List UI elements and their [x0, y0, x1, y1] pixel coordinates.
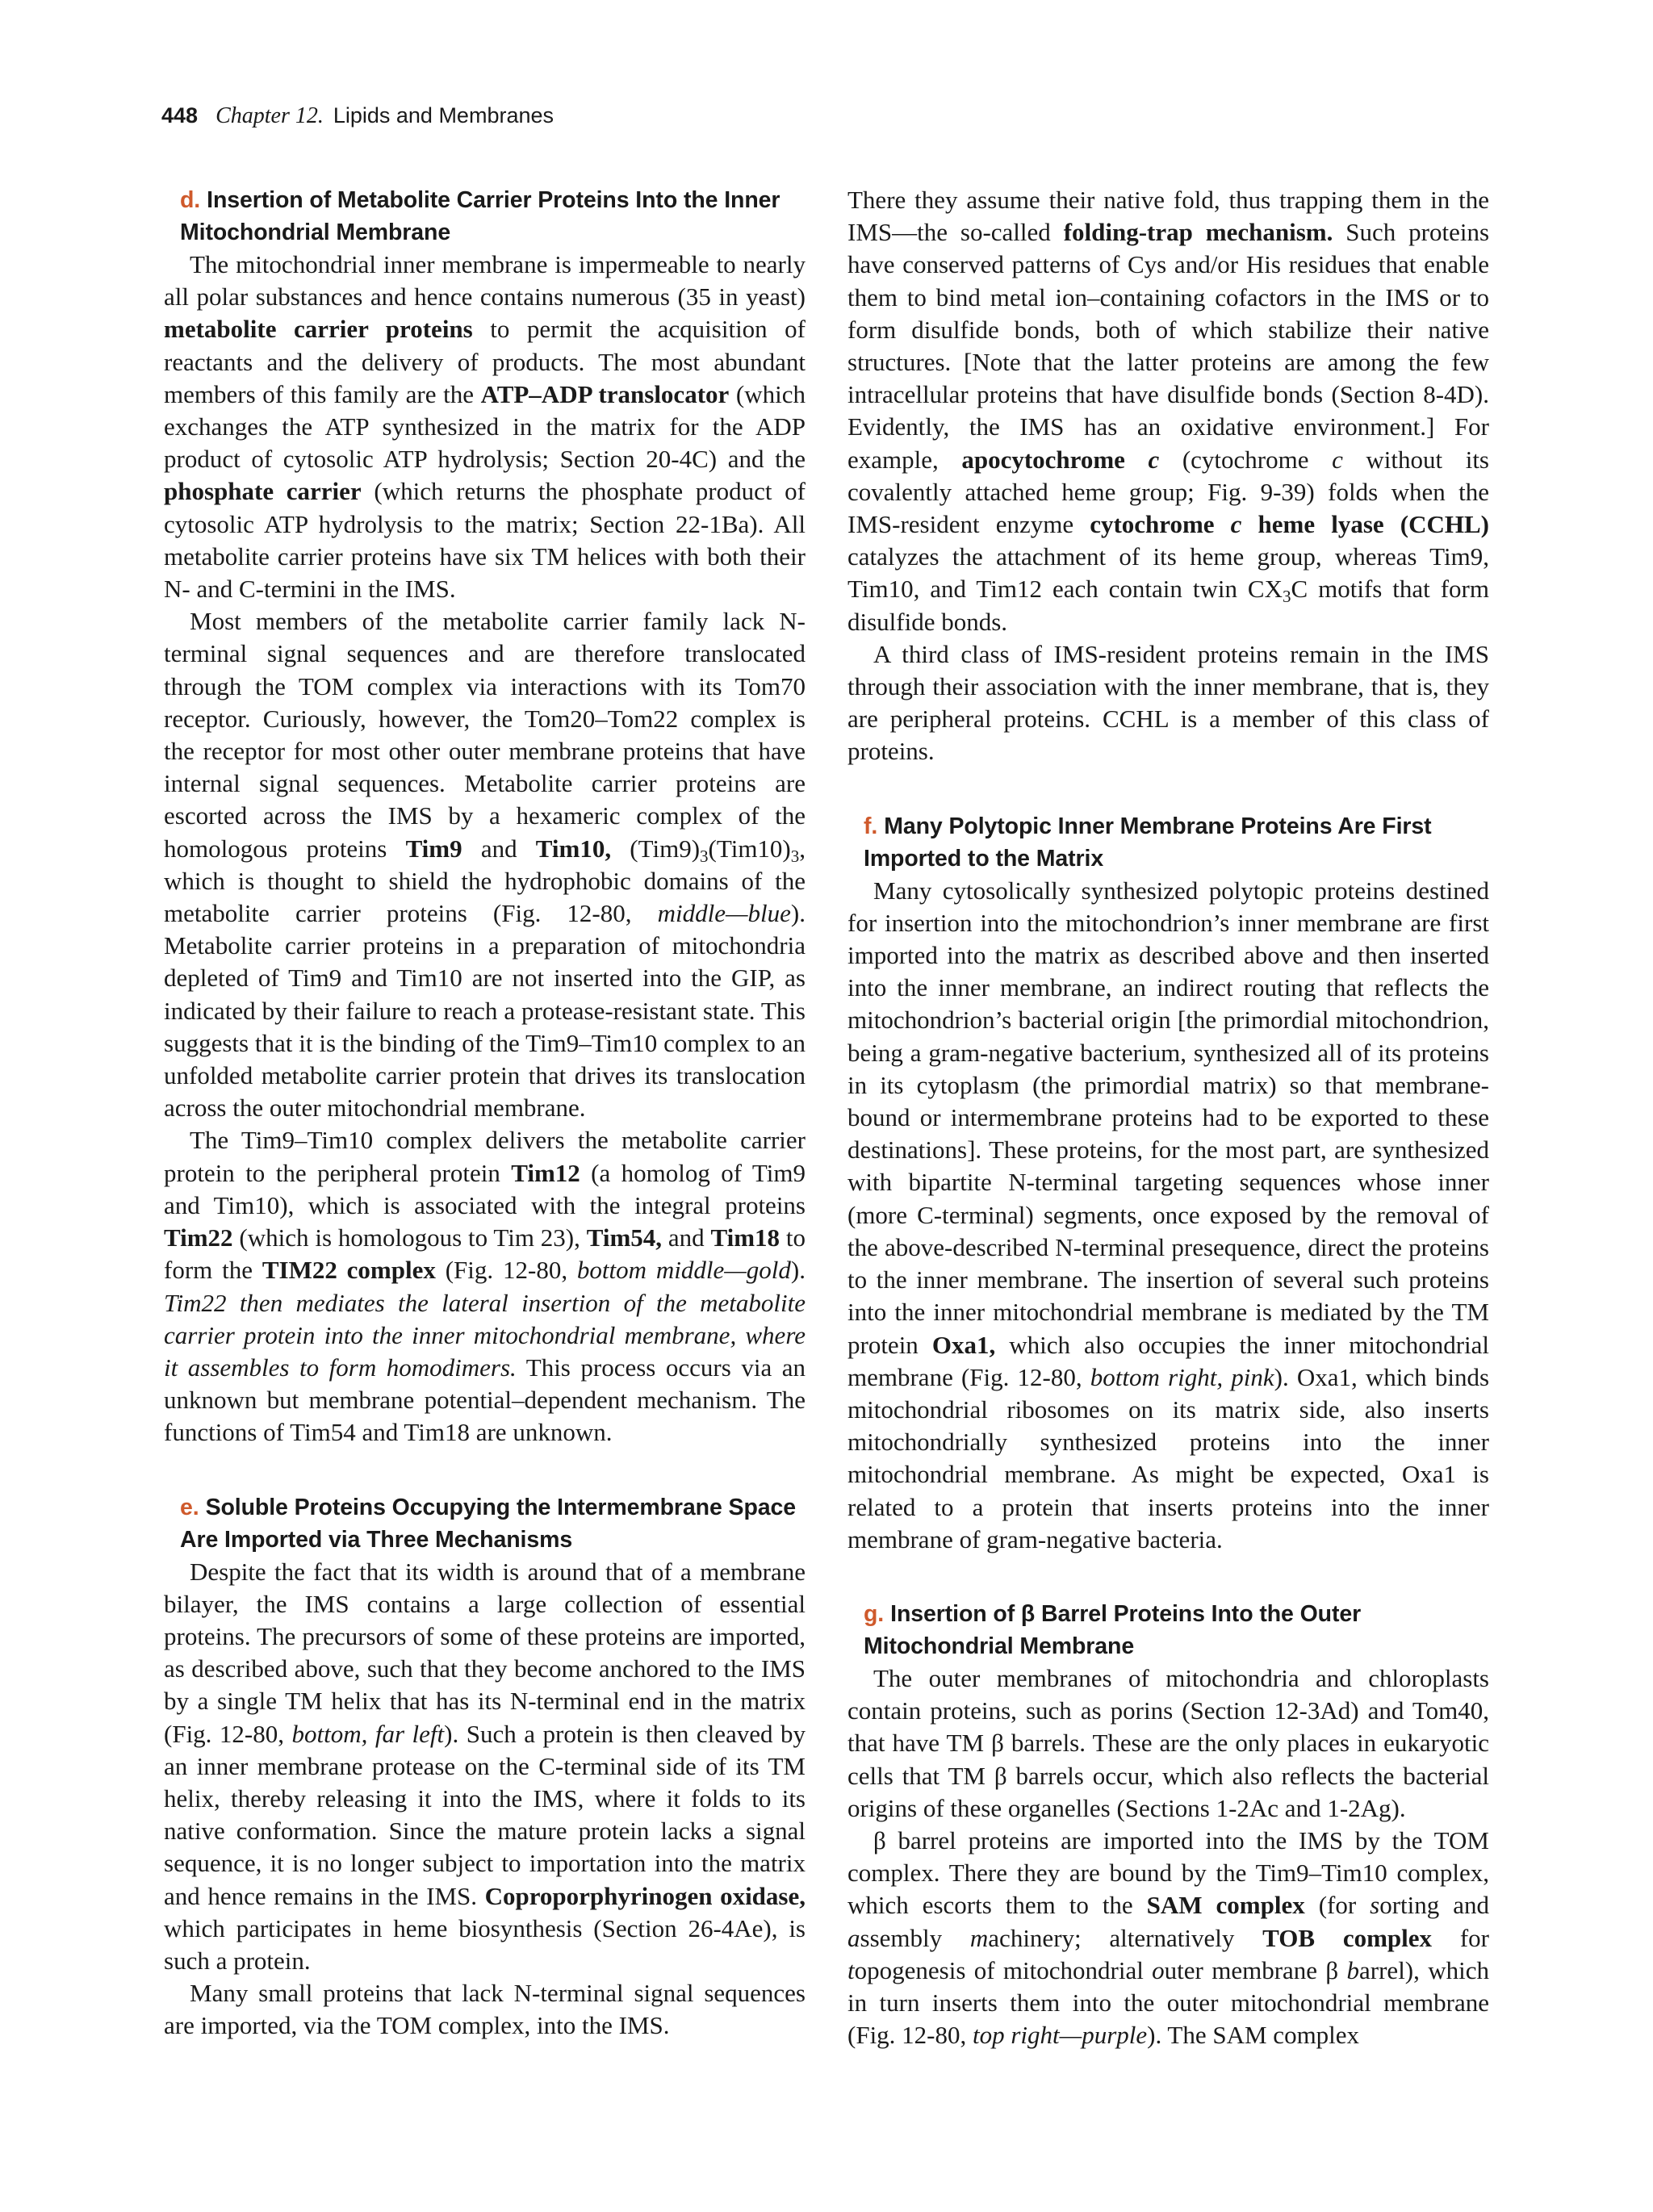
chapter-title: Lipids and Membranes: [333, 103, 554, 128]
paragraph-e2-continued: There they assume their native fold, thus trapping them in the IMS—the so-called folding-trap mechanism. Such proteins have conserved patterns of Cys and/or His residues that enable them to bind metal ion–containing cofactors in the IMS or to form disulfide bonds, both of which stabilize their native structures. [Note that the latter proteins are among the few intracellular proteins that have disulfide bonds (Section 8-4D). Evidently, the IMS has an oxidative environment.] For example, apocytochrome c (cytochrome c without its covalently attached heme group; Fig. 9-39) folds when the IMS-resident enzyme cytochrome c heme lyase (CCHL) catalyzes the attachment of its heme group, whereas Tim9, Tim10, and Tim12 each contain twin $CX_3C$ motifs that form disulfide bonds.: [847, 186, 1490, 636]
paragraph-e2: Many small proteins that lack N-terminal signal sequences are imported, via the TOM complex, into the IMS.: [164, 1979, 806, 2040]
section-letter: e.: [180, 1494, 199, 1520]
paragraph-e1: Despite the fact that its width is around that of a membrane bilayer, the IMS contains a large collection of essential proteins. The precursors of some of these proteins are imported, as described above, such that they become anchored to the IMS by a single TM helix that has its N-terminal end in the matrix (Fig. 12-80, bottom, far left). Such a protein is then cleaved by an inner membrane protease on the C-terminal side of its TM helix, thereby releasing it into the IMS, where it folds to its native conformation. Since the mature protein lacks a signal sequence, it is no longer subject to importation into the matrix and hence remains in the IMS. Coproporphyrinogen oxidase, which participates in heme biosynthesis (Section 26-4Ae), is such a protein.: [164, 1557, 806, 1975]
section-heading-d: [180, 184, 806, 249]
section-heading-e: [180, 1491, 806, 1556]
paragraph-d3: The Tim9–Tim10 complex delivers the metabolite carrier protein to the peripheral protein Tim12 (a homolog of Tim9 and Tim10), which is associated with the integral proteins Tim22 (which is homologous to Tim 23), Tim54, and Tim18 to form the TIM22 complex (Fig. 12-80, bottom middle—gold). Tim22 then mediates the lateral insertion of the metabolite carrier protein into the inner mitochondrial membrane, where it assembles to form homodimers. This process occurs via an unknown but membrane potential–dependent mechanism. The functions of Tim54 and Tim18 are unknown.: [164, 1126, 806, 1447]
left-column: [164, 184, 806, 2043]
section-title: Many Polytopic Inner Membrane Proteins Are First Imported to the Matrix: [864, 813, 1432, 872]
paragraph-d2: Most members of the metabolite carrier family lack N-terminal signal sequences and are therefore translocated through the TOM complex via interactions with its Tom70 receptor. Curiously, however, the Tom20–Tom22 complex is the receptor for most other outer membrane proteins that have internal signal sequences. Metabolite carrier proteins are escorted across the IMS by a hexameric complex of the homologous proteins Tim9 and Tim10, $(Tim9)_3(Tim10)_3$, which is thought to shield the hydrophobic domains of the metabolite carrier proteins (Fig. 12-80, middle—blue). Metabolite carrier proteins in a preparation of mitochondria depleted of Tim9 and Tim10 are not inserted into the GIP, as indicated by their failure to reach a protease-resistant state. This suggests that it is the binding of the Tim9–Tim10 complex to an unfolded metabolite carrier protein that drives its translocation across the outer mitochondrial membrane.: [164, 607, 806, 1123]
section-heading-g: [864, 1598, 1489, 1662]
page-number: 448: [161, 103, 199, 128]
paragraph-e3: A third class of IMS-resident proteins remain in the IMS through their association with the inner membrane, that is, they are peripheral proteins. CCHL is a member of this class of proteins.: [847, 639, 1489, 766]
paragraph-d1: The mitochondrial inner membrane is impermeable to nearly all polar substances and hence contains numerous (35 in yeast) metabolite carrier proteins to permit the acquisition of reactants and the delivery of products. The most abundant members of this family are the ATP–ADP translocator (which exchanges the ATP synthesized in the matrix for the ADP product of cytosolic ATP hydrolysis; Section 20-4C) and the phosphate carrier (which returns the phosphate product of cytosolic ATP hydrolysis to the matrix; Section 22-1Ba). All metabolite carrier proteins have six TM helices with both their N- and C-termini in the IMS.: [164, 250, 806, 604]
section-letter: f.: [864, 813, 878, 839]
section-gap: [164, 1449, 806, 1491]
section-letter: g.: [864, 1600, 885, 1627]
section-heading-f: [864, 810, 1489, 875]
paragraph-g2: β barrel proteins are imported into the IMS by the TOM complex. There they are bound by the Tim9–Tim10 complex, which escorts them to the SAM complex (for sorting and assembly machinery; alternatively TOB complex for topogenesis of mitochondrial outer membrane β barrel), which in turn inserts them into the outer mitochondrial membrane (Fig. 12-80, top right—purple). The SAM complex: [847, 1825, 1489, 2050]
section-title: Soluble Proteins Occupying the Intermembrane Space Are Imported via Three Mechanisms: [180, 1494, 797, 1553]
running-head: [161, 102, 554, 130]
section-title: Insertion of β Barrel Proteins Into the Outer Mitochondrial Membrane: [864, 1600, 1362, 1659]
section-title: Insertion of Metabolite Carrier Proteins Into the Inner Mitochondrial Membrane: [180, 187, 780, 245]
paragraph-g1: The outer membranes of mitochondria and chloroplasts contain proteins, such as porins (Section 12-3Ad) and Tom40, that have TM β barrels. These are the only places in eukaryotic cells that TM β barrels occur, which also reflects the bacterial origins of these organelles (Sections 1-2Ac and 1-2Ag).: [847, 1663, 1489, 1822]
section-letter: d.: [180, 187, 201, 213]
paragraph-f1: Many cytosolically synthesized polytopic proteins destined for insertion into the mitochondrion’s inner membrane are first imported into the matrix as described above and then inserted into the inner membrane, an indirect routing that reflects the mitochondrion’s bacterial origin [the primordial mitochondrion, being a gram-negative bacterium, synthesized all of its proteins in its cytoplasm (the primordial matrix) so that membrane-bound or intermembrane proteins had to be exported to these destinations]. These proteins, for the most part, are synthesized with bipartite N-terminal targeting sequences whose inner (more C-terminal) segments, once exposed by the removal of the above-described N-terminal presequence, direct the proteins to the inner membrane. The insertion of several such proteins into the inner mitochondrial membrane is mediated by the TM protein Oxa1, which also occupies the inner mitochondrial membrane (Fig. 12-80, bottom right, pink). Oxa1, which binds mitochondrial ribosomes on its matrix side, also inserts mitochondrially synthesized proteins into the inner mitochondrial membrane. As might be expected, Oxa1 is related to a protein that inserts proteins into the inner membrane of gram-negative bacteria.: [847, 876, 1490, 1553]
right-column: [847, 184, 1489, 2051]
section-gap: [847, 1556, 1489, 1598]
chapter-label: Chapter 12.: [216, 103, 324, 128]
section-gap: [847, 768, 1489, 810]
